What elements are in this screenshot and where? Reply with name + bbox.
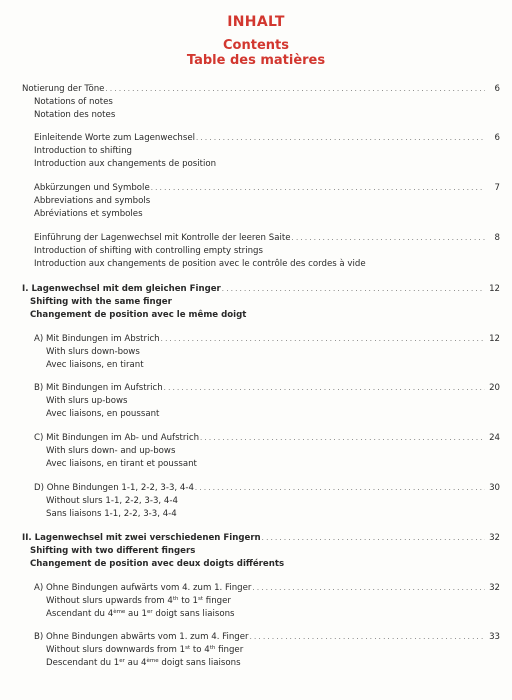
- toc-entry-title: A) Mit Bindungen im Abstrich: [34, 334, 160, 344]
- toc-entry-english: Without slurs 1-1, 2-2, 3-3, 4-4: [46, 496, 178, 506]
- toc-page-number: 6: [494, 133, 500, 143]
- toc-entry-title: A) Ohne Bindungen aufwärts vom 4. zum 1. Finger: [34, 583, 252, 593]
- toc-page-number: 6: [494, 84, 500, 94]
- dot-leader: [200, 433, 485, 443]
- toc-entry-english: Introduction of shifting with controlling empty strings: [34, 246, 263, 256]
- toc-entry-downwards: [34, 632, 500, 642]
- toc-entry-french: Sans liaisons 1-1, 2-2, 3-3, 4-4: [46, 509, 177, 519]
- toc-page-number: 12: [489, 334, 500, 344]
- toc-entry-english: With slurs down- and up-bows: [46, 446, 176, 456]
- toc-page-number: 32: [489, 533, 500, 543]
- toc-page-number: 32: [489, 583, 500, 593]
- toc-entry-french: Descendant du 1er au 4ème doigt sans liaisons: [46, 658, 241, 668]
- toc-section-english: Shifting with two different fingers: [30, 546, 196, 556]
- toc-page-number: 8: [494, 233, 500, 243]
- toc-entry-introduction: [34, 133, 500, 143]
- toc-section-english: Shifting with the same finger: [30, 297, 172, 307]
- dot-leader: [164, 383, 485, 393]
- toc-entry-french: Avec liaisons, en poussant: [46, 409, 160, 419]
- toc-page-number: 30: [489, 483, 500, 493]
- toc-entry-title: Notierung der Töne: [22, 84, 105, 94]
- toc-entry-english: Introduction to shifting: [34, 146, 132, 156]
- toc-entry-title: B) Ohne Bindungen abwärts vom 1. zum 4. Finger: [34, 632, 249, 642]
- toc-page-number: 33: [489, 632, 500, 642]
- dot-leader: [195, 483, 485, 493]
- toc-entry-french: Introduction aux changements de position avec le contrôle des cordes à vide: [34, 259, 366, 269]
- toc-entry-empty-strings: [34, 233, 500, 243]
- toc-entry-french: Notation des notes: [34, 110, 116, 120]
- dot-leader: [292, 233, 486, 243]
- dot-leader: [161, 334, 485, 344]
- toc-section-title: I. Lagenwechsel mit dem gleichen Finger: [22, 284, 221, 294]
- toc-entry-english: Abbreviations and symbols: [34, 196, 151, 206]
- toc-entry-title: Einführung der Lagenwechsel mit Kontrolle der leeren Saite: [34, 233, 291, 243]
- toc-entry-french: Ascendant du 4ème au 1er doigt sans liaisons: [46, 609, 235, 619]
- toc-entry-down-bows: [34, 334, 500, 344]
- toc-entry-french: Abréviations et symboles: [34, 209, 143, 219]
- toc-entry-abbreviations: [34, 183, 500, 193]
- toc-entry-english: With slurs down-bows: [46, 347, 140, 357]
- dot-leader: [105, 84, 485, 94]
- toc-entry-title: C) Mit Bindungen im Ab- und Aufstrich: [34, 433, 200, 443]
- toc-entry-title: Einleitende Worte zum Lagenwechsel: [34, 133, 196, 143]
- toc-page-number: 7: [494, 183, 500, 193]
- toc-entry-title: Abkürzungen und Symbole: [34, 183, 150, 193]
- toc-entry-french: Avec liaisons, en tirant: [46, 360, 144, 370]
- toc-section-french: Changement de position avec le même doigt: [30, 310, 247, 320]
- toc-page-number: 12: [489, 284, 500, 294]
- toc-entry-french: Introduction aux changements de position: [34, 159, 217, 169]
- toc-entry-english: Without slurs upwards from 4th to 1st finger: [46, 596, 231, 606]
- toc-entry-down-and-up-bows: [34, 433, 500, 443]
- dot-leader: [252, 583, 485, 593]
- toc-entry-english: Without slurs downwards from 1st to 4th finger: [46, 645, 244, 655]
- dot-leader: [222, 284, 485, 294]
- toc-entry-title: B) Mit Bindungen im Aufstrich: [34, 383, 163, 393]
- subtitle-english: Contents: [223, 38, 289, 53]
- toc-section-two-fingers: [22, 533, 500, 543]
- toc-section-french: Changement de position avec deux doigts différents: [30, 559, 285, 569]
- toc-entry-english: With slurs up-bows: [46, 396, 128, 406]
- toc-entry-notation: [22, 84, 500, 94]
- toc-entry-upwards: [34, 583, 500, 593]
- dot-leader: [250, 632, 485, 642]
- toc-entry-without-slurs: [34, 483, 500, 493]
- toc-entry-up-bows: [34, 383, 500, 393]
- subtitle-french: Table des matières: [186, 53, 326, 68]
- toc-entry-french: Avec liaisons, en tirant et poussant: [46, 459, 197, 469]
- toc-entry-title: D) Ohne Bindungen 1-1, 2-2, 3-3, 4-4: [34, 483, 194, 493]
- toc-page-number: 20: [489, 383, 500, 393]
- toc-page-number: 24: [489, 433, 500, 443]
- page-title: INHALT: [227, 14, 285, 30]
- toc-section-same-finger: [22, 284, 500, 294]
- dot-leader: [262, 533, 485, 543]
- toc-entry-english: Notations of notes: [34, 97, 113, 107]
- toc-section-title: II. Lagenwechsel mit zwei verschiedenen Fingern: [22, 533, 261, 543]
- dot-leader: [196, 133, 485, 143]
- dot-leader: [151, 183, 485, 193]
